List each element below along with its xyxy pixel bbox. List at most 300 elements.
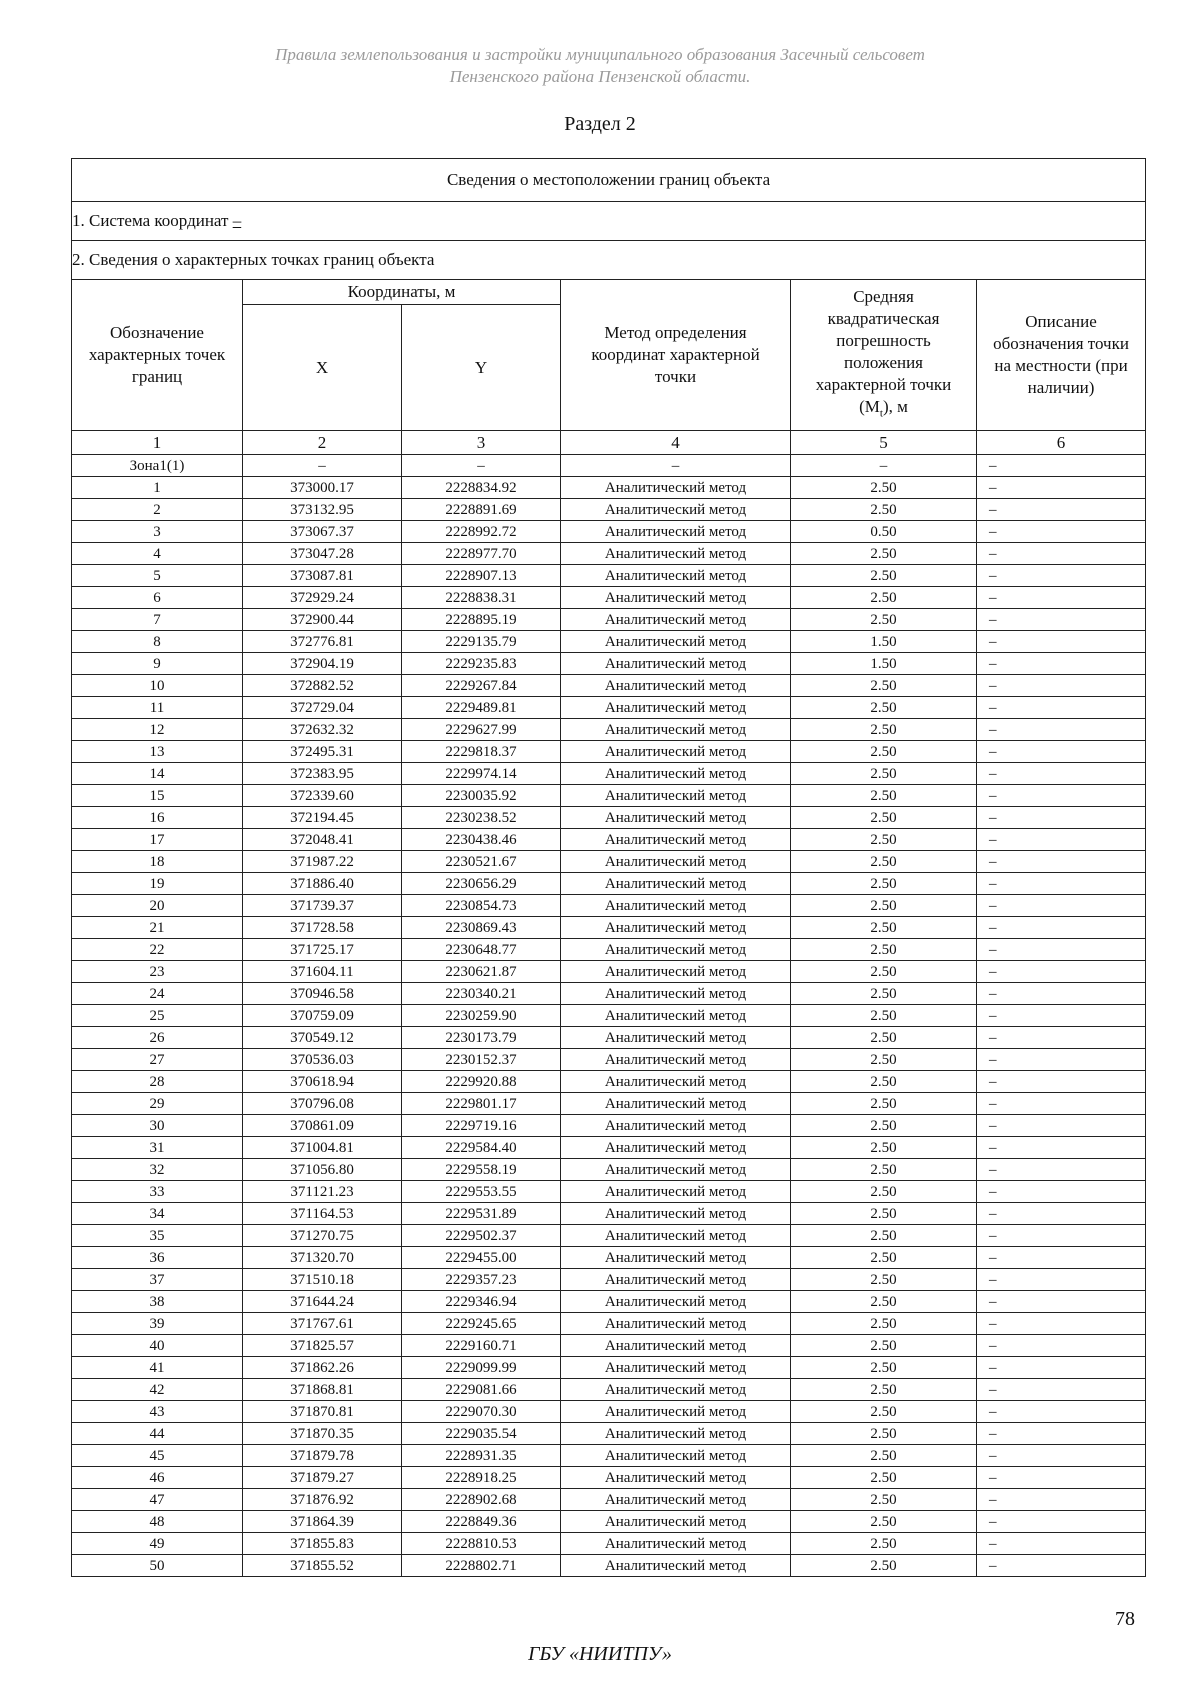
table-row <box>72 565 1146 587</box>
error-value-cell: 2.50 <box>791 1291 977 1313</box>
table-row <box>72 543 1146 565</box>
error-value-cell: 2.50 <box>791 1247 977 1269</box>
table-row <box>72 1445 1146 1467</box>
description-cell: – <box>977 1137 1146 1159</box>
description-cell: – <box>977 939 1146 961</box>
table-row <box>72 851 1146 873</box>
point-number-cell: 40 <box>72 1335 243 1357</box>
description-cell: – <box>977 1049 1146 1071</box>
method-cell: Аналитический метод <box>561 763 791 785</box>
point-number-cell: 50 <box>72 1555 243 1577</box>
coord-x-cell: 371270.75 <box>243 1225 402 1247</box>
coord-y-cell: 2228802.71 <box>402 1555 561 1577</box>
coord-x-cell: 371862.26 <box>243 1357 402 1379</box>
header-error-text: Средняя квадратическая погрешность положения характерной точки (M <box>815 286 952 416</box>
error-value-cell: 2.50 <box>791 1203 977 1225</box>
point-number-cell: 10 <box>72 675 243 697</box>
point-number-cell: 12 <box>72 719 243 741</box>
coord-y-cell: 2229531.89 <box>402 1203 561 1225</box>
coord-y-cell: 2230152.37 <box>402 1049 561 1071</box>
coord-x-cell: 371879.78 <box>243 1445 402 1467</box>
coord-x-cell: 373087.81 <box>243 565 402 587</box>
column-number: 2 <box>243 431 402 455</box>
coord-y-cell: 2228895.19 <box>402 609 561 631</box>
error-value-cell: 2.50 <box>791 741 977 763</box>
coord-x-cell: 371725.17 <box>243 939 402 961</box>
point-number-cell: 37 <box>72 1269 243 1291</box>
table-row <box>72 521 1146 543</box>
table-row <box>72 587 1146 609</box>
method-cell: Аналитический метод <box>561 499 791 521</box>
coord-y-cell: 2229489.81 <box>402 697 561 719</box>
method-cell: Аналитический метод <box>561 1071 791 1093</box>
point-number-cell: 44 <box>72 1423 243 1445</box>
method-cell: Аналитический метод <box>561 477 791 499</box>
coord-y-cell: 2228810.53 <box>402 1533 561 1555</box>
error-value-cell: 2.50 <box>791 675 977 697</box>
point-number-cell: 27 <box>72 1049 243 1071</box>
description-cell: – <box>977 609 1146 631</box>
zone-row <box>72 455 1146 477</box>
coord-y-cell: 2230648.77 <box>402 939 561 961</box>
coord-x-cell: 373000.17 <box>243 477 402 499</box>
table-row <box>72 1071 1146 1093</box>
coord-x-cell: 373047.28 <box>243 543 402 565</box>
coord-y-cell: 2229245.65 <box>402 1313 561 1335</box>
method-cell: Аналитический метод <box>561 1379 791 1401</box>
coord-y-cell: 2229627.99 <box>402 719 561 741</box>
coord-y-cell: 2229035.54 <box>402 1423 561 1445</box>
coord-y-cell: 2228902.68 <box>402 1489 561 1511</box>
method-cell: Аналитический метод <box>561 543 791 565</box>
column-number: 3 <box>402 431 561 455</box>
method-cell: Аналитический метод <box>561 1423 791 1445</box>
coord-y-cell: 2230854.73 <box>402 895 561 917</box>
method-cell: Аналитический метод <box>561 609 791 631</box>
point-number-cell: 35 <box>72 1225 243 1247</box>
table-row <box>72 675 1146 697</box>
coord-y-cell: 2229818.37 <box>402 741 561 763</box>
zone-cell: Зона1(1) <box>72 455 243 477</box>
zone-cell: – <box>243 455 402 477</box>
zone-cell: – <box>791 455 977 477</box>
coord-x-cell: 372383.95 <box>243 763 402 785</box>
error-value-cell: 2.50 <box>791 917 977 939</box>
column-number: 5 <box>791 431 977 455</box>
method-cell: Аналитический метод <box>561 807 791 829</box>
description-cell: – <box>977 895 1146 917</box>
method-cell: Аналитический метод <box>561 1511 791 1533</box>
table-row <box>72 1093 1146 1115</box>
description-cell: – <box>977 1071 1146 1093</box>
header-error-subscript: t <box>879 407 883 420</box>
error-value-cell: 2.50 <box>791 939 977 961</box>
error-value-cell: 2.50 <box>791 719 977 741</box>
error-value-cell: 2.50 <box>791 1115 977 1137</box>
point-number-cell: 48 <box>72 1511 243 1533</box>
error-value-cell: 2.50 <box>791 1401 977 1423</box>
error-value-cell: 2.50 <box>791 807 977 829</box>
document-header <box>0 44 1200 88</box>
coord-y-cell: 2228931.35 <box>402 1445 561 1467</box>
error-value-cell: 1.50 <box>791 631 977 653</box>
coord-x-cell: 372900.44 <box>243 609 402 631</box>
method-cell: Аналитический метод <box>561 719 791 741</box>
error-value-cell: 2.50 <box>791 983 977 1005</box>
point-number-cell: 31 <box>72 1137 243 1159</box>
error-value-cell: 2.50 <box>791 1137 977 1159</box>
coord-x-cell: 371056.80 <box>243 1159 402 1181</box>
table-row <box>72 1511 1146 1533</box>
point-number-cell: 24 <box>72 983 243 1005</box>
coord-y-cell: 2229801.17 <box>402 1093 561 1115</box>
coord-x-cell: 371870.35 <box>243 1423 402 1445</box>
method-cell: Аналитический метод <box>561 1181 791 1203</box>
table-row <box>72 895 1146 917</box>
method-cell: Аналитический метод <box>561 565 791 587</box>
method-cell: Аналитический метод <box>561 829 791 851</box>
coord-x-cell: 371876.92 <box>243 1489 402 1511</box>
column-number: 1 <box>72 431 243 455</box>
coord-x-cell: 372882.52 <box>243 675 402 697</box>
coord-y-cell: 2228838.31 <box>402 587 561 609</box>
point-number-cell: 16 <box>72 807 243 829</box>
coord-y-cell: 2230035.92 <box>402 785 561 807</box>
coord-x-cell: 371868.81 <box>243 1379 402 1401</box>
coord-x-cell: 370536.03 <box>243 1049 402 1071</box>
coord-y-cell: 2229553.55 <box>402 1181 561 1203</box>
table-row <box>72 1049 1146 1071</box>
method-cell: Аналитический метод <box>561 895 791 917</box>
coord-system-row <box>72 202 1146 241</box>
description-cell: – <box>977 1511 1146 1533</box>
error-value-cell: 2.50 <box>791 1489 977 1511</box>
coord-y-cell: 2230656.29 <box>402 873 561 895</box>
table-row <box>72 1555 1146 1577</box>
coord-x-cell: 371767.61 <box>243 1313 402 1335</box>
error-value-cell: 2.50 <box>791 1159 977 1181</box>
column-number: 6 <box>977 431 1146 455</box>
method-cell: Аналитический метод <box>561 521 791 543</box>
coord-x-cell: 371855.52 <box>243 1555 402 1577</box>
point-number-cell: 28 <box>72 1071 243 1093</box>
coord-x-cell: 370549.12 <box>243 1027 402 1049</box>
point-number-cell: 13 <box>72 741 243 763</box>
error-value-cell: 2.50 <box>791 1423 977 1445</box>
coord-y-cell: 2230621.87 <box>402 961 561 983</box>
coord-x-cell: 371510.18 <box>243 1269 402 1291</box>
header-error <box>791 280 977 431</box>
table-row <box>72 1159 1146 1181</box>
point-number-cell: 29 <box>72 1093 243 1115</box>
coord-y-cell: 2228977.70 <box>402 543 561 565</box>
zone-cell: – <box>561 455 791 477</box>
coord-x-cell: 373067.37 <box>243 521 402 543</box>
description-cell: – <box>977 1203 1146 1225</box>
error-value-cell: 2.50 <box>791 1357 977 1379</box>
point-number-cell: 49 <box>72 1533 243 1555</box>
point-number-cell: 34 <box>72 1203 243 1225</box>
point-number-cell: 42 <box>72 1379 243 1401</box>
description-cell: – <box>977 1533 1146 1555</box>
table-row <box>72 873 1146 895</box>
error-value-cell: 2.50 <box>791 1533 977 1555</box>
zone-cell: – <box>977 455 1146 477</box>
coord-y-cell: 2229135.79 <box>402 631 561 653</box>
table-row <box>72 1181 1146 1203</box>
point-number-cell: 8 <box>72 631 243 653</box>
point-number-cell: 4 <box>72 543 243 565</box>
description-cell: – <box>977 1401 1146 1423</box>
table-row <box>72 1269 1146 1291</box>
description-cell: – <box>977 785 1146 807</box>
description-cell: – <box>977 1291 1146 1313</box>
method-cell: Аналитический метод <box>561 851 791 873</box>
coord-x-cell: 370796.08 <box>243 1093 402 1115</box>
boundary-points-table <box>71 158 1146 1577</box>
method-cell: Аналитический метод <box>561 1291 791 1313</box>
coord-y-cell: 2229160.71 <box>402 1335 561 1357</box>
page-number: 78 <box>1115 1608 1135 1630</box>
method-cell: Аналитический метод <box>561 785 791 807</box>
coord-x-cell: 371987.22 <box>243 851 402 873</box>
points-section-label: 2. Сведения о характерных точках границ объекта <box>72 241 1146 280</box>
description-cell: – <box>977 653 1146 675</box>
header-coordinates: Координаты, м <box>243 280 561 305</box>
coord-y-cell: 2229455.00 <box>402 1247 561 1269</box>
table-row <box>72 1401 1146 1423</box>
table-row <box>72 1489 1146 1511</box>
point-number-cell: 3 <box>72 521 243 543</box>
coord-x-cell: 371879.27 <box>243 1467 402 1489</box>
coord-y-cell: 2228849.36 <box>402 1511 561 1533</box>
method-cell: Аналитический метод <box>561 1335 791 1357</box>
coord-y-cell: 2229357.23 <box>402 1269 561 1291</box>
header-designation: Обозначение характерных точек границ <box>72 280 243 431</box>
table-row <box>72 1313 1146 1335</box>
table-row <box>72 1247 1146 1269</box>
zone-cell: – <box>402 455 561 477</box>
description-cell: – <box>977 829 1146 851</box>
coord-y-cell: 2230173.79 <box>402 1027 561 1049</box>
method-cell: Аналитический метод <box>561 983 791 1005</box>
error-value-cell: 2.50 <box>791 851 977 873</box>
table-row <box>72 1533 1146 1555</box>
coord-x-cell: 371825.57 <box>243 1335 402 1357</box>
description-cell: – <box>977 1005 1146 1027</box>
point-number-cell: 33 <box>72 1181 243 1203</box>
table-row <box>72 477 1146 499</box>
table-row <box>72 1467 1146 1489</box>
error-value-cell: 2.50 <box>791 1467 977 1489</box>
table-row <box>72 1005 1146 1027</box>
point-number-cell: 46 <box>72 1467 243 1489</box>
error-value-cell: 2.50 <box>791 1181 977 1203</box>
description-cell: – <box>977 1555 1146 1577</box>
table-row <box>72 829 1146 851</box>
table-caption: Сведения о местоположении границ объекта <box>72 159 1146 202</box>
description-cell: – <box>977 1027 1146 1049</box>
point-number-cell: 2 <box>72 499 243 521</box>
table-row <box>72 1357 1146 1379</box>
coord-y-cell: 2230238.52 <box>402 807 561 829</box>
error-value-cell: 2.50 <box>791 1555 977 1577</box>
coord-x-cell: 370946.58 <box>243 983 402 1005</box>
description-cell: – <box>977 1247 1146 1269</box>
error-value-cell: 2.50 <box>791 1511 977 1533</box>
coord-y-cell: 2228907.13 <box>402 565 561 587</box>
coord-x-cell: 372632.32 <box>243 719 402 741</box>
description-cell: – <box>977 1225 1146 1247</box>
method-cell: Аналитический метод <box>561 1137 791 1159</box>
table-row <box>72 1291 1146 1313</box>
description-cell: – <box>977 587 1146 609</box>
description-cell: – <box>977 1269 1146 1291</box>
method-cell: Аналитический метод <box>561 1489 791 1511</box>
footer-organization: ГБУ «НИИТПУ» <box>528 1643 672 1665</box>
coord-y-cell: 2230869.43 <box>402 917 561 939</box>
description-cell: – <box>977 1379 1146 1401</box>
coord-x-cell: 372929.24 <box>243 587 402 609</box>
point-number-cell: 18 <box>72 851 243 873</box>
description-cell: – <box>977 499 1146 521</box>
coord-x-cell: 370861.09 <box>243 1115 402 1137</box>
point-number-cell: 45 <box>72 1445 243 1467</box>
coord-y-cell: 2230259.90 <box>402 1005 561 1027</box>
coord-y-cell: 2229502.37 <box>402 1225 561 1247</box>
point-number-cell: 36 <box>72 1247 243 1269</box>
description-cell: – <box>977 1093 1146 1115</box>
description-cell: – <box>977 719 1146 741</box>
error-value-cell: 2.50 <box>791 1027 977 1049</box>
error-value-cell: 2.50 <box>791 1049 977 1071</box>
table-row <box>72 785 1146 807</box>
point-number-cell: 14 <box>72 763 243 785</box>
coord-y-cell: 2228992.72 <box>402 521 561 543</box>
description-cell: – <box>977 1489 1146 1511</box>
error-value-cell: 2.50 <box>791 873 977 895</box>
method-cell: Аналитический метод <box>561 1533 791 1555</box>
description-cell: – <box>977 961 1146 983</box>
description-cell: – <box>977 1445 1146 1467</box>
method-cell: Аналитический метод <box>561 653 791 675</box>
error-value-cell: 2.50 <box>791 829 977 851</box>
method-cell: Аналитический метод <box>561 1313 791 1335</box>
coord-y-cell: 2229081.66 <box>402 1379 561 1401</box>
header-method: Метод определения координат характерной точки <box>561 280 791 431</box>
coord-x-cell: 370759.09 <box>243 1005 402 1027</box>
table-row <box>72 1115 1146 1137</box>
coord-y-cell: 2229235.83 <box>402 653 561 675</box>
description-cell: – <box>977 521 1146 543</box>
description-cell: – <box>977 741 1146 763</box>
error-value-cell: 1.50 <box>791 653 977 675</box>
point-number-cell: 6 <box>72 587 243 609</box>
coord-x-cell: 371864.39 <box>243 1511 402 1533</box>
coord-y-cell: 2229070.30 <box>402 1401 561 1423</box>
method-cell: Аналитический метод <box>561 1445 791 1467</box>
method-cell: Аналитический метод <box>561 939 791 961</box>
table-row <box>72 609 1146 631</box>
header-y: Y <box>402 305 561 431</box>
coord-y-cell: 2230438.46 <box>402 829 561 851</box>
coord-y-cell: 2229346.94 <box>402 1291 561 1313</box>
point-number-cell: 32 <box>72 1159 243 1181</box>
coord-x-cell: 371855.83 <box>243 1533 402 1555</box>
coord-y-cell: 2229099.99 <box>402 1357 561 1379</box>
method-cell: Аналитический метод <box>561 587 791 609</box>
method-cell: Аналитический метод <box>561 1467 791 1489</box>
error-value-cell: 2.50 <box>791 587 977 609</box>
table-row <box>72 1137 1146 1159</box>
method-cell: Аналитический метод <box>561 1093 791 1115</box>
table-row <box>72 1379 1146 1401</box>
point-number-cell: 41 <box>72 1357 243 1379</box>
error-value-cell: 2.50 <box>791 1093 977 1115</box>
point-number-cell: 43 <box>72 1401 243 1423</box>
header-description: Описание обозначения точки на местности (при наличии) <box>977 280 1146 431</box>
point-number-cell: 9 <box>72 653 243 675</box>
point-number-cell: 5 <box>72 565 243 587</box>
method-cell: Аналитический метод <box>561 1159 791 1181</box>
error-value-cell: 2.50 <box>791 1445 977 1467</box>
table-row <box>72 499 1146 521</box>
error-value-cell: 2.50 <box>791 763 977 785</box>
method-cell: Аналитический метод <box>561 917 791 939</box>
method-cell: Аналитический метод <box>561 1357 791 1379</box>
column-number: 4 <box>561 431 791 455</box>
table-row <box>72 763 1146 785</box>
point-number-cell: 26 <box>72 1027 243 1049</box>
coord-y-cell: 2228834.92 <box>402 477 561 499</box>
description-cell: – <box>977 763 1146 785</box>
method-cell: Аналитический метод <box>561 1555 791 1577</box>
table-row <box>72 1203 1146 1225</box>
error-value-cell: 2.50 <box>791 961 977 983</box>
description-cell: – <box>977 983 1146 1005</box>
point-number-cell: 39 <box>72 1313 243 1335</box>
description-cell: – <box>977 1423 1146 1445</box>
coord-x-cell: 370618.94 <box>243 1071 402 1093</box>
point-number-cell: 23 <box>72 961 243 983</box>
coord-y-cell: 2229719.16 <box>402 1115 561 1137</box>
method-cell: Аналитический метод <box>561 1401 791 1423</box>
table-row <box>72 1423 1146 1445</box>
point-number-cell: 17 <box>72 829 243 851</box>
coord-y-cell: 2229558.19 <box>402 1159 561 1181</box>
error-value-cell: 2.50 <box>791 499 977 521</box>
description-cell: – <box>977 1181 1146 1203</box>
error-value-cell: 2.50 <box>791 1313 977 1335</box>
description-cell: – <box>977 1159 1146 1181</box>
description-cell: – <box>977 917 1146 939</box>
description-cell: – <box>977 631 1146 653</box>
error-value-cell: 2.50 <box>791 477 977 499</box>
error-value-cell: 2.50 <box>791 1335 977 1357</box>
point-number-cell: 25 <box>72 1005 243 1027</box>
coord-y-cell: 2230340.21 <box>402 983 561 1005</box>
table-row <box>72 631 1146 653</box>
description-cell: – <box>977 477 1146 499</box>
point-number-cell: 15 <box>72 785 243 807</box>
error-value-cell: 2.50 <box>791 895 977 917</box>
table-row <box>72 719 1146 741</box>
coord-system-label: 1. Система координат <box>72 211 229 230</box>
table-row <box>72 653 1146 675</box>
error-value-cell: 2.50 <box>791 1269 977 1291</box>
point-number-cell: 20 <box>72 895 243 917</box>
method-cell: Аналитический метод <box>561 1049 791 1071</box>
